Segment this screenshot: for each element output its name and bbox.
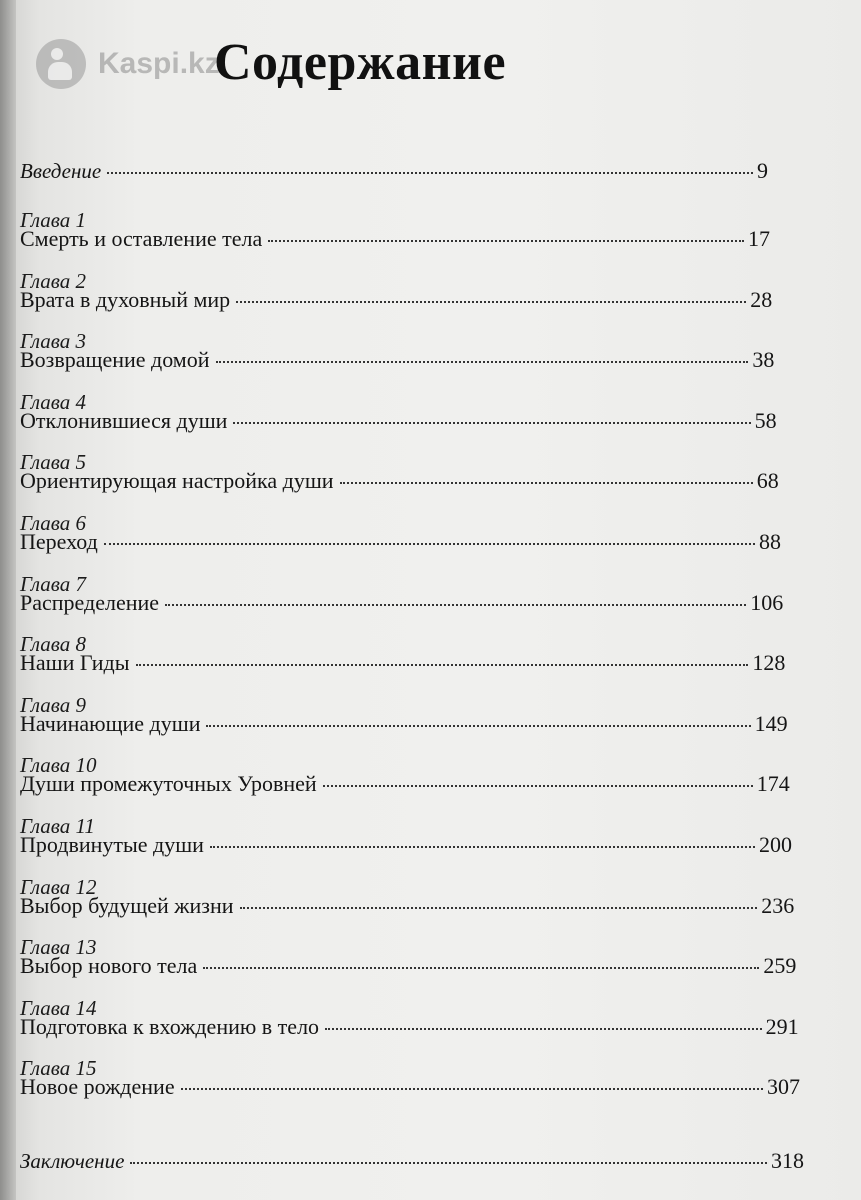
chapter-label: Глава 5 bbox=[20, 450, 86, 475]
chapter-label: Глава 3 bbox=[20, 329, 86, 354]
toc-entry bbox=[20, 408, 777, 434]
chapter-label: Глава 15 bbox=[20, 1056, 97, 1081]
toc-entry-title: Начинающие души bbox=[20, 710, 201, 736]
toc-entry-title: Врата в духовный мир bbox=[20, 286, 231, 312]
dot-leader bbox=[136, 664, 749, 666]
toc-page-number: 106 bbox=[750, 589, 784, 615]
chapter-label: Глава 10 bbox=[20, 753, 97, 778]
toc-entry bbox=[20, 832, 792, 858]
toc-entry-title: Подготовка к вхождению в тело bbox=[20, 1013, 320, 1039]
toc-entry bbox=[20, 226, 770, 252]
toc-entry-title: Наши Гиды bbox=[20, 650, 130, 676]
chapter-label: Глава 8 bbox=[20, 632, 86, 657]
dot-leader bbox=[323, 785, 753, 787]
toc-page-number: 259 bbox=[763, 953, 797, 979]
toc-page-number: 17 bbox=[748, 226, 770, 251]
chapter-label: Глава 13 bbox=[20, 935, 97, 960]
toc-entry bbox=[20, 893, 794, 919]
toc-entry-title: Продвинутые души bbox=[20, 832, 204, 857]
toc-entry-title: Смерть и оставление тела bbox=[20, 226, 263, 251]
chapter-label: Глава 1 bbox=[20, 208, 86, 232]
chapter-label: Глава 12 bbox=[20, 874, 97, 899]
dot-leader bbox=[203, 967, 759, 969]
toc-entry bbox=[20, 953, 796, 979]
dot-leader bbox=[165, 604, 746, 606]
toc-page-number: 236 bbox=[761, 892, 795, 918]
toc-entry-title: Переход bbox=[20, 529, 98, 554]
toc-entry-title: Заключение bbox=[20, 1149, 125, 1173]
toc-entry-title: Выбор будущей жизни bbox=[20, 892, 234, 918]
chapter-label: Глава 11 bbox=[20, 814, 95, 838]
dot-leader bbox=[181, 1088, 763, 1090]
toc-page-number: 318 bbox=[771, 1148, 804, 1173]
toc-page-number: 68 bbox=[756, 468, 779, 494]
dot-leader bbox=[130, 1162, 767, 1164]
toc-page-number: 9 bbox=[757, 158, 768, 183]
dot-leader bbox=[206, 725, 750, 727]
dot-leader bbox=[240, 907, 758, 909]
chapter-label: Глава 9 bbox=[20, 692, 86, 717]
toc-entry-title: Новое рождение bbox=[20, 1074, 175, 1100]
dot-leader bbox=[340, 482, 753, 484]
toc-page-number: 58 bbox=[754, 407, 777, 433]
dot-leader bbox=[216, 361, 749, 363]
dot-leader bbox=[233, 422, 750, 424]
chapter-label: Глава 4 bbox=[20, 389, 86, 414]
toc-entry bbox=[20, 347, 774, 373]
toc-entry-title: Души промежуточных Уровней bbox=[20, 771, 317, 797]
toc-page-number: 28 bbox=[750, 286, 773, 312]
chapter-label: Глава 6 bbox=[20, 511, 86, 535]
toc-page-number: 38 bbox=[752, 347, 775, 373]
toc-entry bbox=[20, 1148, 804, 1174]
toc-page-number: 200 bbox=[759, 832, 792, 857]
toc-entry-title: Введение bbox=[20, 159, 102, 183]
toc-page-number: 291 bbox=[765, 1013, 799, 1039]
chapter-label: Глава 2 bbox=[20, 268, 86, 293]
page-title: Содержание bbox=[214, 34, 507, 91]
toc-entry bbox=[20, 650, 785, 676]
toc-entry-title: Распределение bbox=[20, 589, 160, 615]
toc-entry-title: Отклонившиеся души bbox=[20, 407, 228, 433]
toc-entry bbox=[20, 1014, 799, 1040]
toc-entry bbox=[20, 1074, 800, 1100]
toc-entry bbox=[20, 287, 772, 313]
toc-entry bbox=[20, 529, 781, 555]
toc-entry bbox=[20, 590, 783, 616]
chapter-label: Глава 14 bbox=[20, 995, 97, 1020]
toc-page-number: 149 bbox=[754, 710, 788, 736]
dot-leader bbox=[268, 240, 744, 242]
chapter-label: Глава 7 bbox=[20, 571, 86, 596]
toc-page-number: 307 bbox=[767, 1074, 800, 1100]
toc-page-number: 128 bbox=[752, 650, 786, 676]
dot-leader bbox=[107, 172, 753, 174]
toc-entry bbox=[20, 468, 779, 494]
toc-entry bbox=[20, 771, 790, 797]
toc-entry bbox=[20, 711, 788, 737]
toc-entry-title: Выбор нового тела bbox=[20, 953, 198, 979]
toc-entry bbox=[20, 158, 768, 184]
dot-leader bbox=[210, 846, 755, 848]
dot-leader bbox=[325, 1028, 762, 1030]
toc-page-number: 88 bbox=[759, 529, 781, 554]
toc-page-number: 174 bbox=[756, 771, 790, 797]
watermark-text: Kaspi.kz bbox=[98, 47, 220, 80]
toc-entry-title: Возвращение домой bbox=[20, 347, 210, 373]
dot-leader bbox=[104, 543, 755, 545]
dot-leader bbox=[236, 301, 746, 303]
toc-entry-title: Ориентирующая настройка души bbox=[20, 468, 334, 494]
